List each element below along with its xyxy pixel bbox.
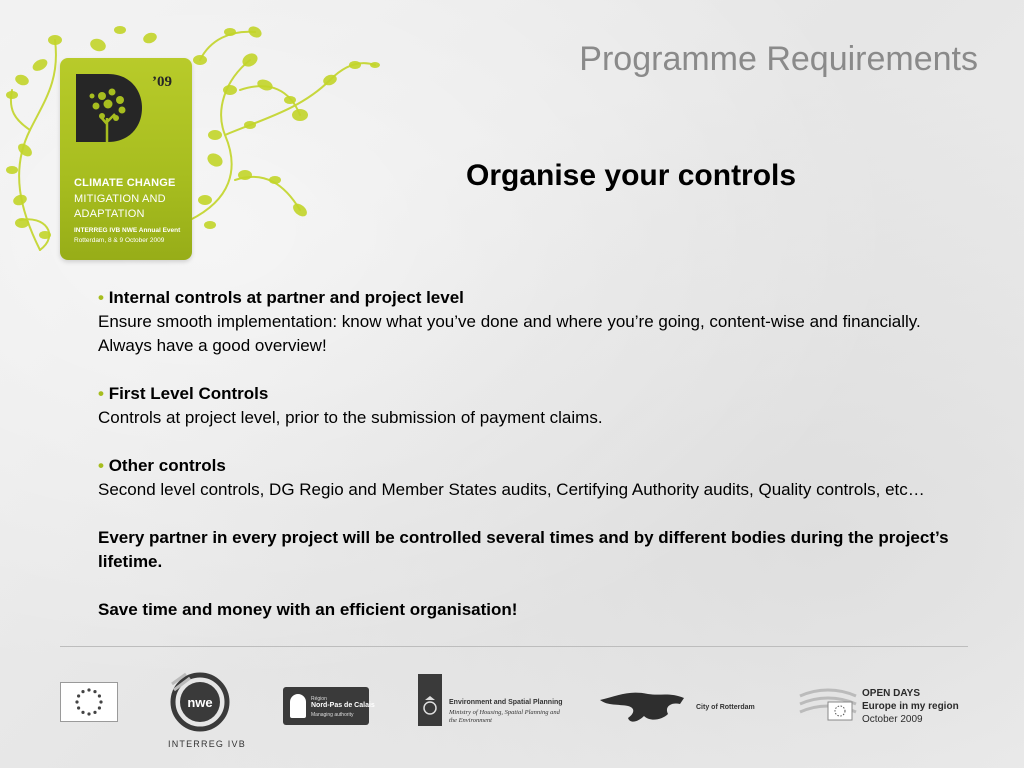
nwe-caption: INTERREG IVB: [168, 739, 246, 749]
open-days-logo-icon: [798, 686, 858, 726]
npdc-line1: Région: [311, 696, 327, 702]
tree-d-logo-icon: [72, 70, 144, 146]
bullet-text: Second level controls, DG Regio and Member States audits, Certifying Authority audits, Quality controls, etc…: [98, 480, 925, 499]
footer-divider: [60, 646, 968, 647]
rotterdam-lion-icon: [598, 688, 690, 726]
event-title-line1: CLIMATE CHANGE: [74, 177, 176, 189]
bullet-text: Controls at project level, prior to the submission of payment claims.: [98, 408, 603, 427]
closing-statement: Save time and money with an efficient organisation!: [98, 600, 518, 619]
region-emblem-icon: [290, 694, 306, 718]
bullet-item-internal: [98, 286, 978, 310]
nwe-logo-icon: [168, 670, 232, 734]
nord-pas-de-calais-logo: [283, 687, 375, 725]
event-title-line3: ADAPTATION: [74, 208, 145, 220]
slide-title: Programme Requirements: [579, 40, 978, 78]
npdc-line2: Nord-Pas de Calais: [311, 702, 375, 709]
open-days-line2: Europe in my region: [862, 701, 959, 712]
slide-subtitle: Organise your controls: [466, 159, 797, 192]
bullet-heading: First Level Controls: [108, 384, 269, 403]
bullet-heading: Internal controls at partner and project level: [108, 288, 464, 307]
nwe-label: nwe: [187, 695, 213, 710]
event-year: ’09: [152, 74, 172, 90]
open-days-line3: October 2009: [862, 714, 923, 725]
ministry-line2: Ministry of Housing, Spatial Planning and: [449, 709, 560, 716]
eu-flag-icon: [60, 682, 118, 722]
event-title-line2: MITIGATION AND: [74, 193, 166, 205]
slide-body: [98, 286, 978, 622]
event-date: Rotterdam, 8 & 9 October 2009: [74, 237, 165, 244]
bullet-heading: Other controls: [108, 456, 226, 475]
ministry-line1: Environment and Spatial Planning: [449, 699, 563, 706]
event-logo-card: [60, 58, 192, 260]
bullet-item-first-level: [98, 382, 978, 406]
rotterdam-label: City of Rotterdam: [696, 704, 755, 711]
bullet-text: Ensure smooth implementation: know what you’ve done and where you’re going, content-wise and financially. Always have a good overview!: [98, 312, 921, 355]
emphasis-statement: Every partner in every project will be controlled several times and by different bodies during the project’s lifetime.: [98, 528, 949, 571]
npdc-line3: Managing authority: [311, 712, 354, 718]
ministry-line3: the Environment: [449, 717, 492, 724]
event-name: INTERREG IVB NWE Annual Event: [74, 227, 181, 234]
bullet-icon: •: [98, 384, 104, 403]
bullet-item-other: [98, 454, 978, 478]
ministry-crest-icon: [418, 674, 442, 726]
open-days-line1: OPEN DAYS: [862, 688, 920, 699]
bullet-icon: •: [98, 288, 104, 307]
bullet-icon: •: [98, 456, 104, 475]
